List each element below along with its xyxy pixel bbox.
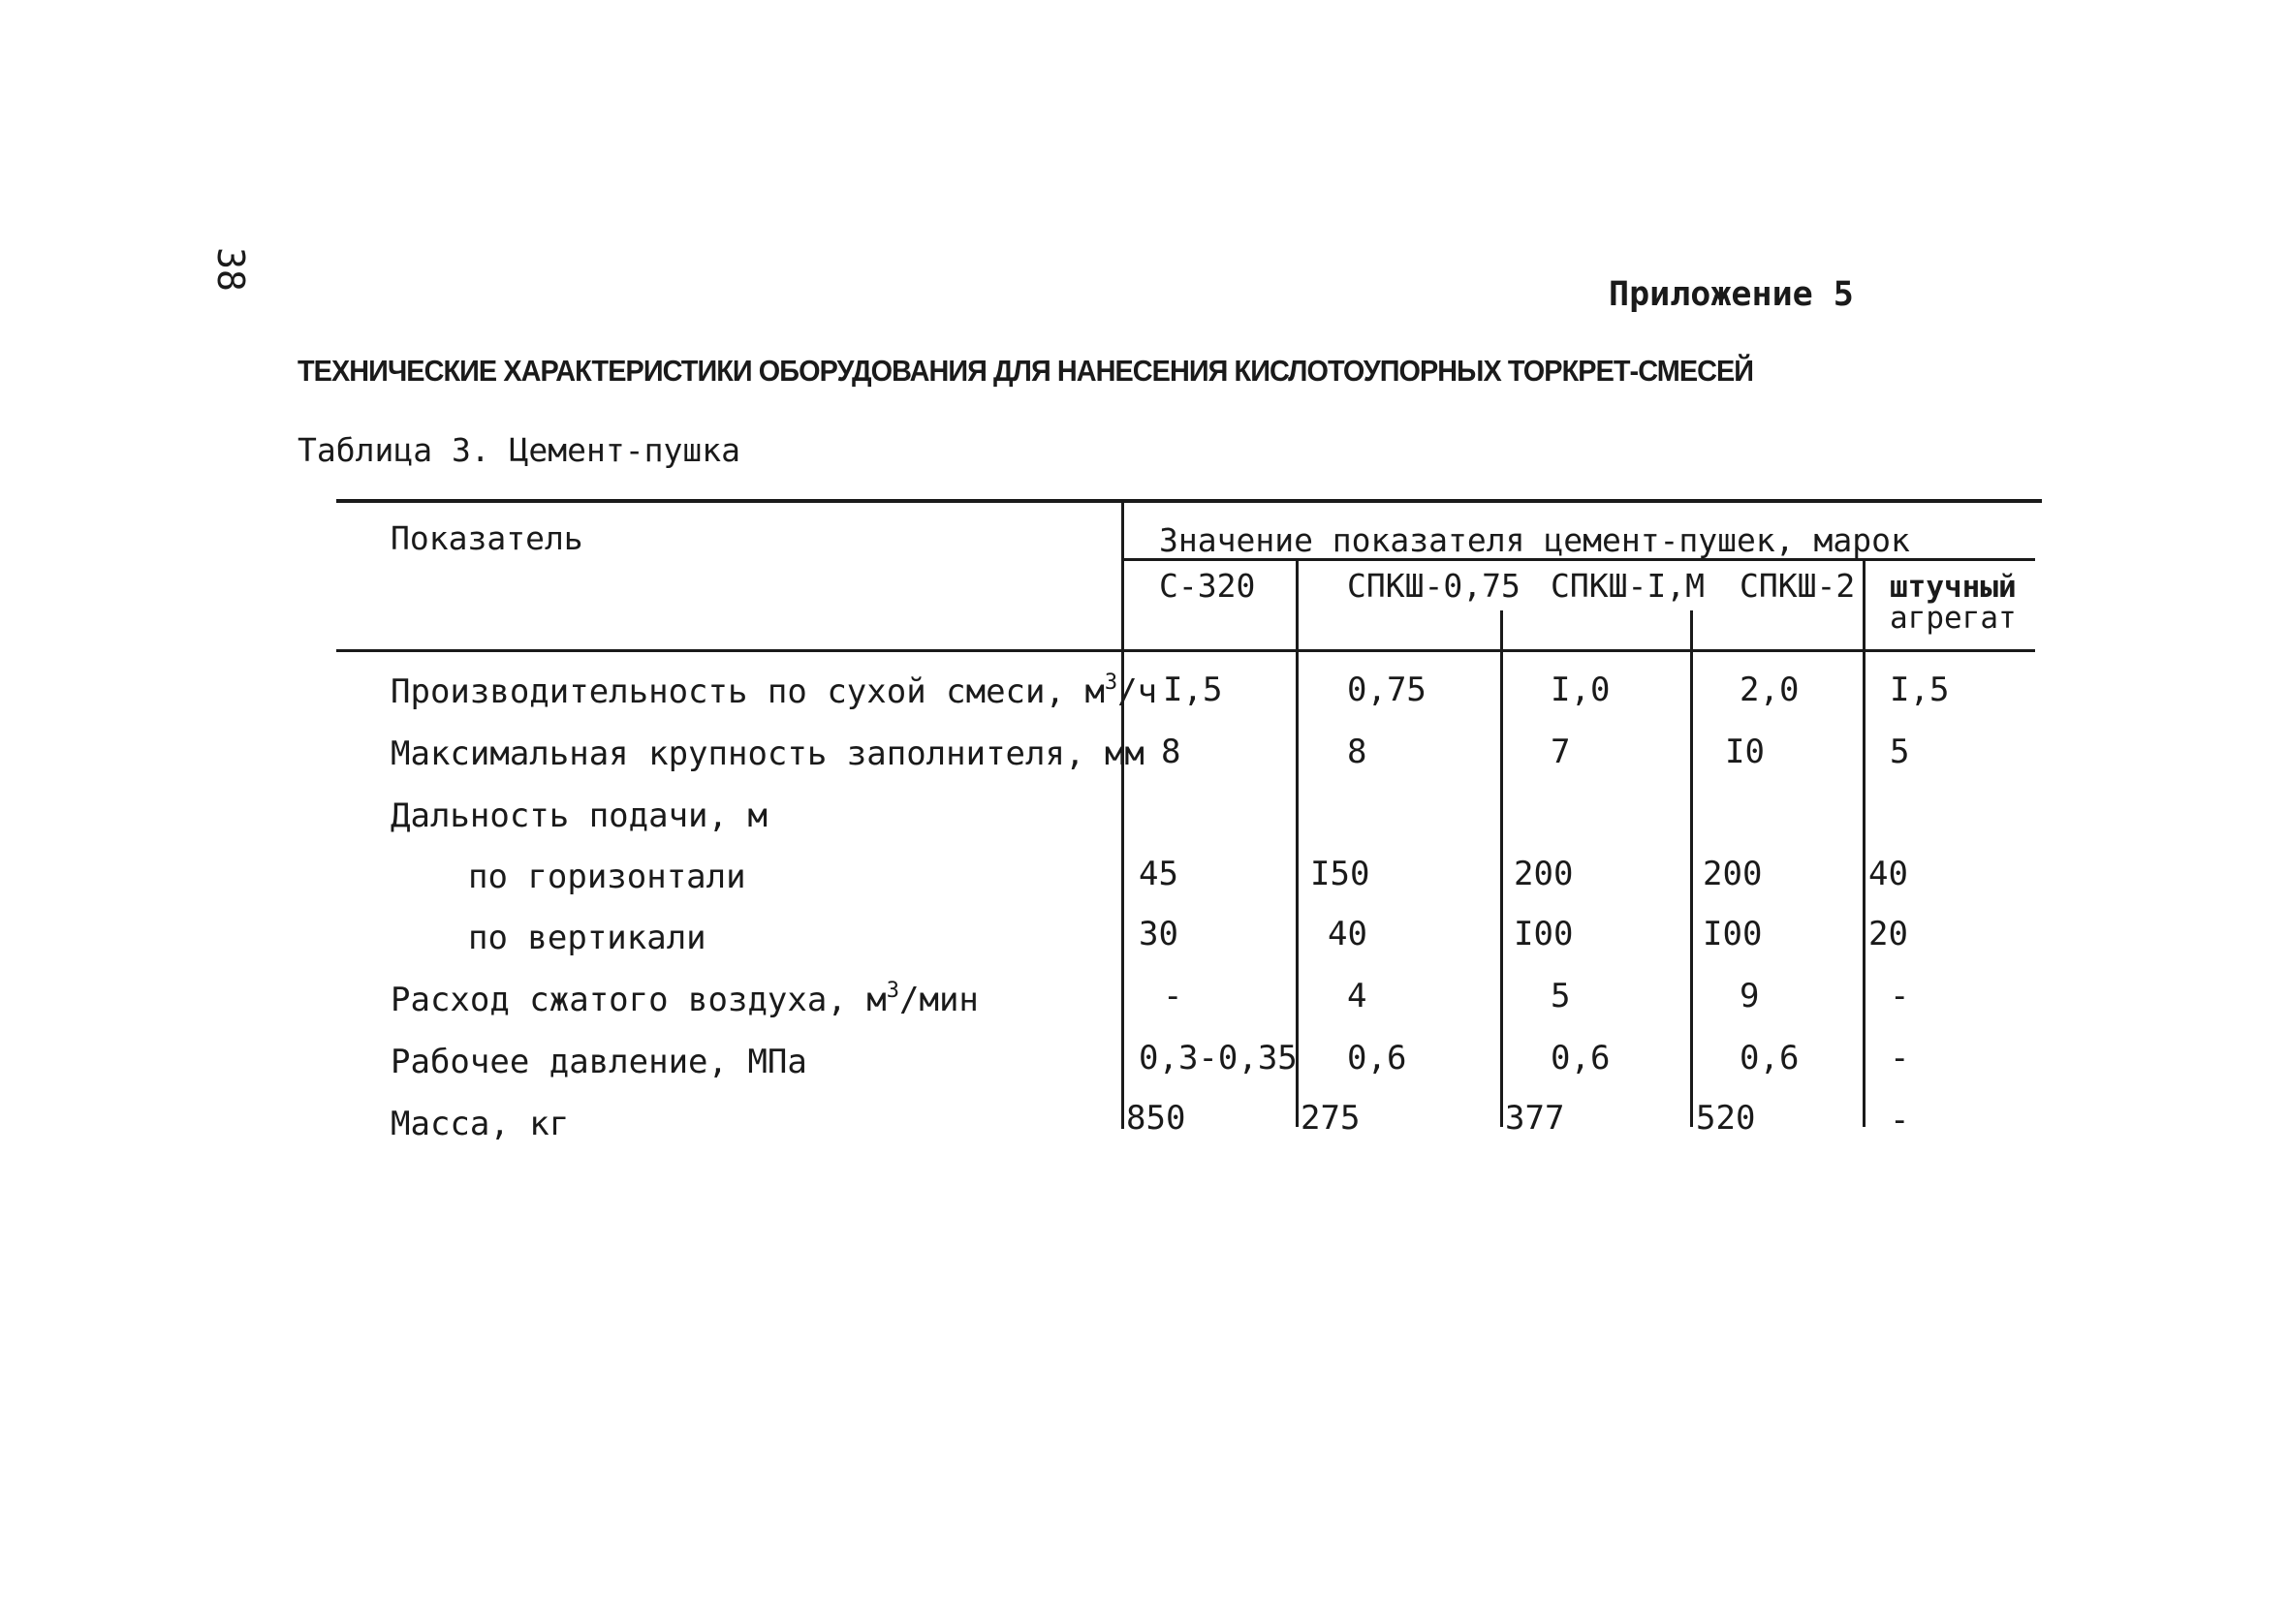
row-value: I00 — [1514, 915, 1574, 953]
table-top-rule — [336, 499, 2042, 503]
row-value: - — [1890, 1039, 1910, 1077]
row-value: - — [1890, 1101, 1910, 1140]
row-value: I50 — [1310, 855, 1370, 893]
row-label: Дальность подачи, м — [391, 796, 768, 835]
appendix-label: Приложение 5 — [1609, 275, 1854, 314]
row-value: 40 — [1868, 855, 1908, 893]
header-col-2: СПКШ-0,75 — [1347, 567, 1521, 605]
row-value: - — [1890, 977, 1910, 1015]
header-indicator: Показатель — [391, 519, 583, 557]
row-value: 0,6 — [1740, 1039, 1800, 1077]
row-label: Рабочее давление, МПа — [391, 1043, 807, 1081]
row-value: 5 — [1890, 733, 1910, 771]
row-value: 20 — [1868, 915, 1908, 953]
row-value: 7 — [1551, 733, 1571, 771]
row-value: 200 — [1514, 855, 1574, 893]
row-value: 200 — [1703, 855, 1763, 893]
col-divider-2 — [1500, 610, 1503, 1127]
row-value: I,5 — [1163, 671, 1223, 709]
document-title: ТЕХНИЧЕСКИЕ ХАРАКТЕРИСТИКИ ОБОРУДОВАНИЯ ДЛЯ НАНЕСЕНИЯ КИСЛОТОУПОРНЫХ ТОРКРЕТ-СМЕСЕЙ — [298, 354, 1754, 388]
row-value: I,0 — [1551, 671, 1611, 709]
table-caption: Таблица 3. Цемент-пушка — [298, 431, 740, 469]
row-value: 0,6 — [1347, 1039, 1407, 1077]
row-value: 40 — [1328, 915, 1367, 953]
row-value: 275 — [1301, 1099, 1361, 1138]
row-value: 45 — [1139, 855, 1178, 893]
row-value: 0,3-0,35 — [1139, 1039, 1298, 1077]
header-col-3: СПКШ-I,М — [1551, 567, 1705, 605]
row-value: 30 — [1139, 915, 1178, 953]
row-value: I00 — [1703, 915, 1763, 953]
header-group: Значение показателя цемент-пушек, марок — [1159, 521, 1910, 559]
row-value: 9 — [1740, 977, 1760, 1015]
row-value: - — [1163, 977, 1183, 1015]
row-value: 4 — [1347, 977, 1367, 1015]
header-bottom-rule — [336, 649, 2035, 652]
row-value: I0 — [1725, 733, 1765, 771]
row-value: 5 — [1551, 977, 1571, 1015]
row-label: по вертикали — [468, 919, 706, 957]
indicator-divider — [1121, 501, 1124, 1129]
row-value: 0,6 — [1551, 1039, 1611, 1077]
header-col-4: СПКШ-2 — [1740, 567, 1856, 605]
row-value: 377 — [1505, 1099, 1565, 1138]
header-col-5-line2: агрегат — [1890, 601, 2017, 636]
header-col-1: С-320 — [1159, 567, 1256, 605]
row-label: Производительность по сухой смеси, $м^3/ч$ — [391, 671, 1158, 711]
row-label: Масса, кг — [391, 1105, 570, 1143]
col-divider-3 — [1690, 610, 1693, 1127]
row-value: 2,0 — [1740, 671, 1800, 709]
page-number: 38 — [209, 247, 252, 292]
header-col-5-line1: штучный — [1890, 570, 2017, 605]
row-label: Максимальная крупность заполнителя, мм — [391, 734, 1144, 773]
row-value: I,5 — [1890, 671, 1950, 709]
col-divider-4 — [1863, 560, 1866, 1127]
row-value: 520 — [1696, 1099, 1756, 1138]
row-value: 0,75 — [1347, 671, 1427, 709]
row-value: 8 — [1161, 733, 1181, 771]
row-value: 850 — [1126, 1099, 1186, 1138]
row-label: Расход сжатого воздуха, $м^3$/мин — [391, 979, 979, 1019]
row-value: 8 — [1347, 733, 1367, 771]
row-label: по горизонтали — [468, 858, 746, 896]
